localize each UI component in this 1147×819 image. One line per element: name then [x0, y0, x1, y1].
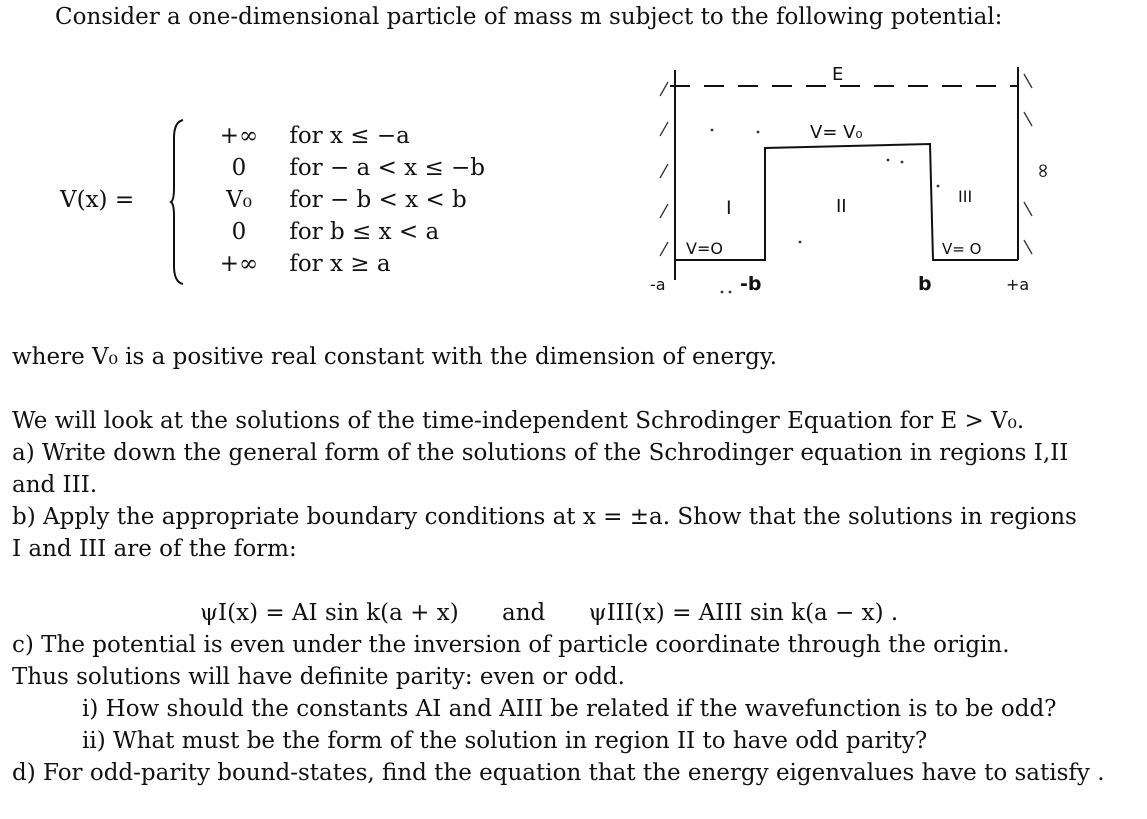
equation-right: ψIII(x) = AIII sin k(a − x) .: [588, 600, 899, 626]
potential-row: [196, 155, 485, 181]
energy-label: E: [832, 64, 844, 85]
part-c-ii: ii) What must be the form of the solution in region II to have odd parity?: [82, 728, 928, 754]
brace: [170, 118, 184, 286]
equation-left: ψI(x) = AI sin k(a + x): [200, 600, 459, 626]
region-label-1: I: [726, 197, 732, 219]
potential-row: [196, 251, 391, 277]
intro-text: Consider a one-dimensional particle of mass m subject to the following potential:: [55, 4, 1003, 30]
potential-value: 0: [231, 219, 247, 245]
part-c-line-2: Thus solutions will have definite parity: even or odd.: [12, 664, 625, 690]
potential-value: 0: [231, 155, 247, 181]
region1-potential: V=O: [686, 239, 723, 258]
equation-and: and: [502, 600, 546, 626]
x-label-plus-a: +a: [1006, 275, 1030, 294]
potential-condition: for − a < x ≤ −b: [289, 155, 486, 181]
potential-condition: for x ≤ −a: [289, 123, 410, 149]
part-a-line-1: a) Write down the general form of the solutions of the Schrodinger equation in regions I,II: [12, 440, 1069, 466]
potential-condition: for b ≤ x < a: [289, 219, 440, 245]
part-a-line-2: and III.: [12, 472, 98, 498]
region3-potential: V= O: [942, 240, 982, 258]
x-label-b: b: [918, 273, 932, 295]
potential-value: +∞: [219, 123, 259, 149]
potential-value: V₀: [226, 187, 252, 213]
potential-row: [196, 219, 439, 245]
part-c-i: i) How should the constants AI and AIII be related if the wavefunction is to be odd?: [82, 696, 1057, 722]
wavefunction-equation: [200, 600, 898, 626]
x-label-minus-a: -a: [650, 275, 666, 294]
look-line: We will look at the solutions of the time-independent Schrodinger Equation for E > V₀.: [12, 408, 1025, 434]
potential-value: +∞: [219, 251, 259, 277]
potential-condition: for − b < x < b: [289, 187, 467, 213]
part-b-line-2: I and III are of the form:: [12, 536, 297, 562]
region-label-3: III: [958, 187, 973, 206]
part-b-line-1: b) Apply the appropriate boundary conditions at x = ±a. Show that the solutions in regions: [12, 504, 1077, 530]
potential-row: [196, 123, 410, 149]
x-label-minus-b: -b: [740, 273, 762, 295]
where-line: where V₀ is a positive real constant with the dimension of energy.: [12, 344, 778, 370]
potential-label: V(x) =: [60, 187, 135, 213]
barrier-label: V= V₀: [810, 122, 863, 143]
part-c-line-1: c) The potential is even under the inversion of particle coordinate through the origin.: [12, 632, 1010, 658]
infinity-label: ∞: [1030, 162, 1054, 179]
potential-well-sketch: [640, 52, 1054, 302]
potential-row: [196, 187, 467, 213]
part-d-line: d) For odd-parity bound-states, find the equation that the energy eigenvalues have to satisfy .: [12, 760, 1105, 786]
region-label-2: II: [836, 196, 847, 217]
potential-condition: for x ≥ a: [289, 251, 391, 277]
